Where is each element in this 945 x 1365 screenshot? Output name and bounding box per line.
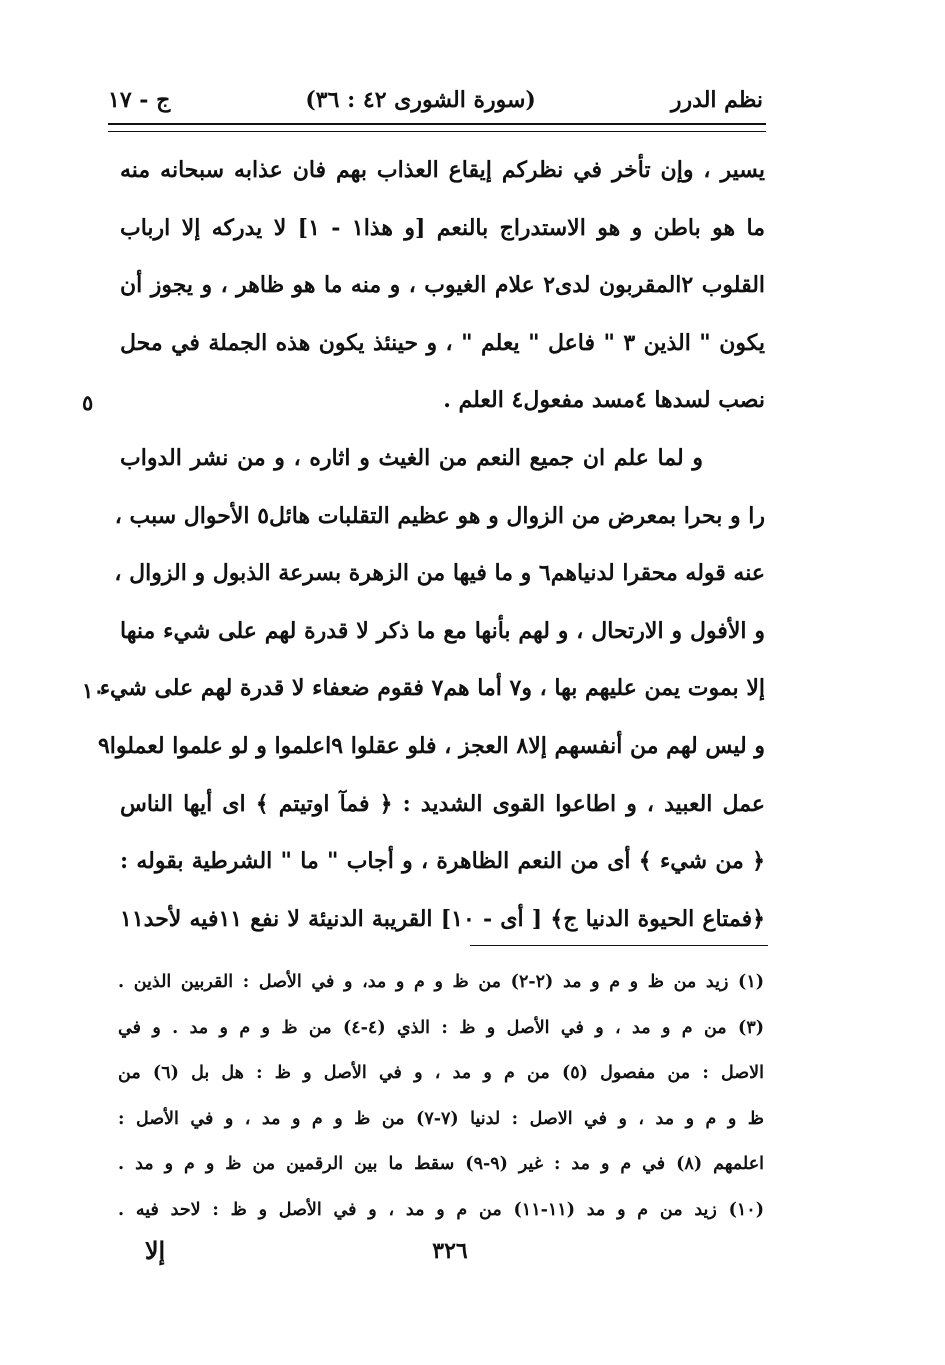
main-text bbox=[97, 142, 766, 948]
footnotes bbox=[118, 960, 764, 1234]
line-number-5: ٥ bbox=[82, 390, 94, 415]
book-title: نظم الدرر bbox=[670, 87, 763, 113]
text-line: را و بحرا بمعرض من الزوال و هو عظيم التقلبات هائل٥ الأحوال سبب ، bbox=[114, 502, 765, 529]
text-line: القلوب ٢المقربون لدى٢ علام الغيوب ، و منه ما هو ظاهر ، و يجوز أن bbox=[120, 272, 766, 299]
text-line: نصب لسدها ٤مسد مفعول٤ العلم . bbox=[443, 387, 765, 414]
surah-reference: (سورة الشورى ٤٢ : ٣٦) bbox=[305, 87, 536, 113]
text-line: عمل العبيد ، و اطاعوا القوى الشديد : ﴿ فمآ اوتيتم ﴾ اى أيها الناس bbox=[120, 790, 765, 817]
footnote-line: الاصل : من مفصول (٥) من م و مد ، و في الأصل و ظ : هل بل (٦) من bbox=[118, 1063, 764, 1084]
footnote-line: اعلمهم (٨) في م و مد : غير (٩-٩) سقط ما بين الرقمين من ظ و م و مد . bbox=[118, 1154, 764, 1175]
text-line: ﴿فمتاع الحيوة الدنيا ج﴾ [ أى - ١٠] القريبة الدنيئة لا نفع ١١فيه لأحد١١ bbox=[120, 905, 765, 932]
text-line: ﴿ من شيء ﴾ أى من النعم الظاهرة ، و أجاب " ما " الشرطية بقوله : bbox=[120, 848, 765, 875]
volume-number: ج - ١٧ bbox=[108, 87, 171, 113]
text-line: إلا بموت يمن عليهم بها ، و٧ أما هم٧ فقوم ضعفاء لا قدرة لهم على شيء bbox=[99, 675, 765, 702]
header-rule-thick bbox=[108, 123, 766, 125]
header-rule-thin bbox=[108, 131, 766, 132]
footnote-line: (١) زيد من ظ و م و مد (٢-٢) من ظ و م و مد، و في الأصل : القربين الذين . bbox=[118, 972, 764, 992]
running-header bbox=[108, 80, 763, 120]
footnote-line: (١٠) زيد من م و مد (١١-١١) من م و مد ، و في الأصل و ظ : لاحد فيه . bbox=[118, 1199, 764, 1220]
text-line: و الأفول و الارتحال ، و لهم بأنها مع ما ذكر لا قدرة لهم على شيء منها bbox=[120, 617, 765, 644]
footnote-line: ظ و م و مد ، و في الاصل : لدنيا (٧-٧) من ظ و م و مد ، و في الأصل : bbox=[118, 1108, 764, 1129]
text-line: يسير ، وإن تأخر في نظركم إيقاع العذاب بهم فان عذابه سبحانه منه bbox=[120, 157, 765, 183]
text-line: و لما علم ان جميع النعم من الغيث و اثاره ، و من نشر الدواب bbox=[120, 444, 703, 471]
text-line: و ليس لهم من أنفسهم إلا٨ العجز ، فلو عقلوا ٩اعلموا و لو علموا لعملوا٩ bbox=[97, 732, 765, 759]
footnote-separator bbox=[470, 945, 768, 946]
text-line: يكون " الذين ٣ " فاعل " يعلم " ، و حينئذ يكون هذه الجملة في محل bbox=[120, 329, 765, 356]
footnote-line: (٣) من م و مد ، و في الأصل و ظ : الذي (٤-٤) من ظ و م و مد . و في bbox=[118, 1017, 764, 1038]
text-line: ما هو باطن و هو الاستدراج بالنعم [و هذا١ - ١] لا يدركه إلا ارباب bbox=[120, 214, 765, 241]
line-number-10: ١٠ bbox=[82, 678, 105, 703]
page-number: ٣٢٦ bbox=[432, 1238, 468, 1264]
text-line: عنه قوله محقرا لدنياهم٦ و ما فيها من الزهرة بسرعة الذبول و الزوال ، bbox=[114, 560, 765, 587]
catchword: إلا bbox=[144, 1236, 166, 1265]
